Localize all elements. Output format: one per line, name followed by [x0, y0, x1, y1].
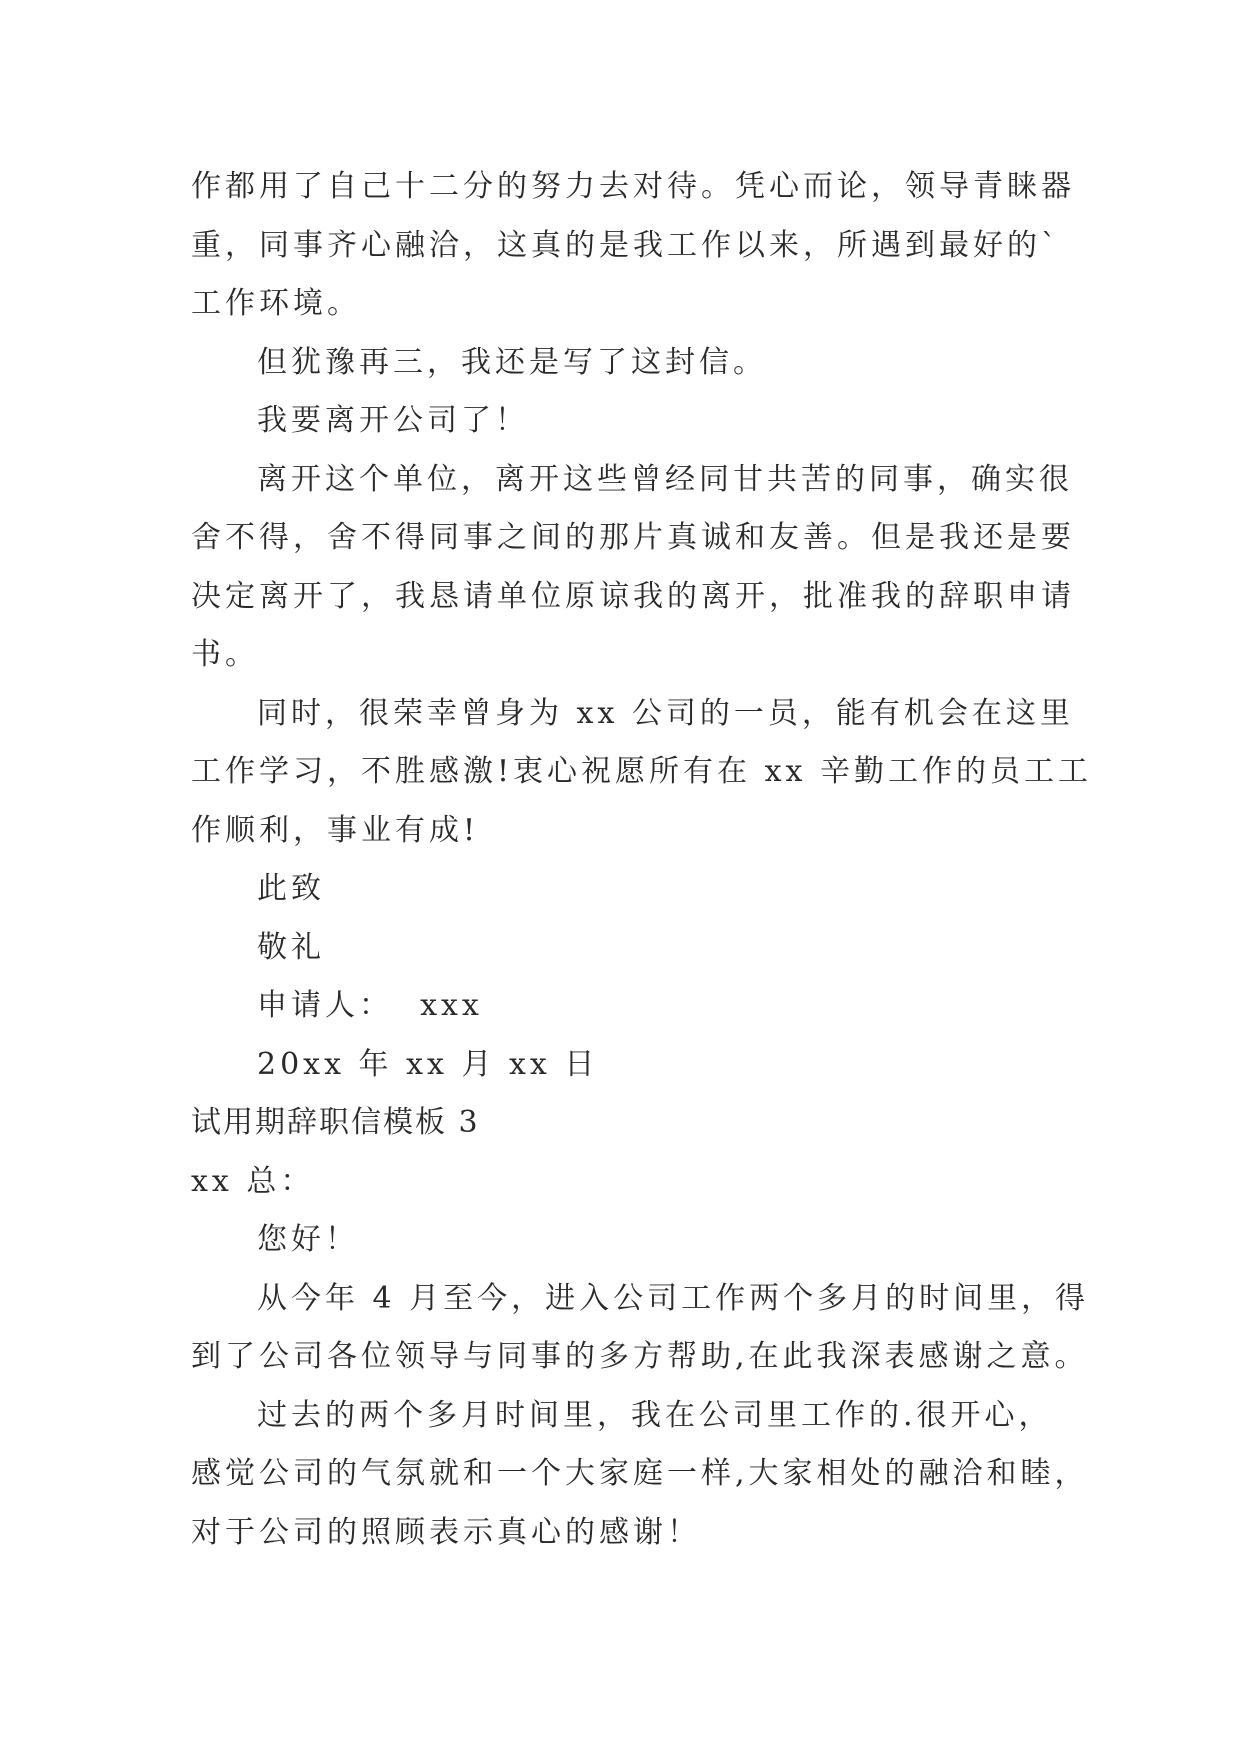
text-line: 舍不得，舍不得同事之间的那片真诚和友善。但是我还是要 [191, 520, 1075, 555]
recipient-line: xx 总： [191, 1163, 315, 1199]
text-line: 从今年 4 月至今，进入公司工作两个多月的时间里，得 [257, 1280, 1090, 1316]
applicant-line: 申请人： xxx [257, 988, 483, 1023]
text-line: 决定离开了，我恳请单位原谅我的离开，批准我的辞职申请 [191, 578, 1075, 614]
closing-salutation: 此致 [257, 871, 325, 906]
text-line: 作顺利，事业有成! [191, 812, 480, 848]
greeting-line: 您好！ [257, 1222, 359, 1257]
date-line: 20xx 年 xx 月 xx 日 [257, 1046, 599, 1082]
text-line: 离开这个单位，离开这些曾经同甘共苦的同事，确实很 [257, 461, 1073, 497]
text-line: 书。 [191, 637, 259, 672]
closing-regards: 敬礼 [257, 929, 325, 965]
section-heading: 试用期辞职信模板 3 [191, 1105, 480, 1140]
text-line: 工作环境。 [191, 286, 361, 321]
text-line: 作都用了自己十二分的努力去对待。凭心而论，领导青睐器 [191, 169, 1075, 204]
text-line: 我要离开公司了！ [257, 403, 529, 438]
text-line: 重，同事齐心融洽，这真的是我工作以来，所遇到最好的` [191, 227, 1060, 263]
text-line: 到了公司各位领导与同事的多方帮助,在此我深表感谢之意。 [191, 1339, 1089, 1374]
text-line: 感觉公司的气氛就和一个大家庭一样,大家相处的融洽和睦， [191, 1456, 1089, 1491]
text-line: 但犹豫再三，我还是写了这封信。 [257, 344, 767, 380]
text-line: 对于公司的照顾表示真心的感谢！ [191, 1514, 701, 1550]
text-line: 过去的两个多月时间里，我在公司里工作的.很开心， [257, 1397, 1053, 1433]
text-line: 工作学习，不胜感激!衷心祝愿所有在 xx 辛勤工作的员工工 [191, 754, 1092, 789]
document-body [191, 158, 1092, 1562]
text-line: 同时，很荣幸曾身为 xx 公司的一员，能有机会在这里 [257, 695, 1074, 731]
